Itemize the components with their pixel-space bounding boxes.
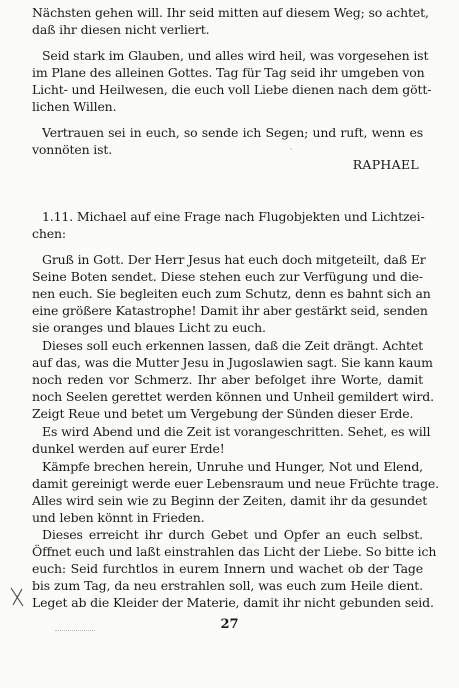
- text-line: Licht- und Heilwesen, die euch voll Liebe dienen nach dem gött-: [32, 82, 432, 97]
- text-line: Alles wird sein wie zu Beginn der Zeiten, damit ihr da gesundet: [32, 493, 428, 508]
- text-line: Kämpfe brechen herein, Unruhe und Hunger, Not und Elend,: [42, 459, 423, 474]
- text-line: lichen Willen.: [32, 99, 117, 114]
- pencil-tick-mark: ·: [290, 145, 293, 154]
- text-line: euch: Seid furchtlos in eurem Innern und wachet ob der Tage: [32, 561, 423, 576]
- text-line: Seine Boten sendet. Diese stehen euch zur Verfügung und die-: [32, 269, 423, 284]
- section-heading-line: chen:: [32, 226, 66, 241]
- pencil-x-mark-icon: [9, 586, 25, 612]
- text-line: Es wird Abend und die Zeit ist vorangeschritten. Sehet, es will: [42, 424, 431, 439]
- faint-pencil-scribble: [55, 630, 95, 633]
- text-line: dunkel werden auf eurer Erde!: [32, 441, 225, 456]
- page-number: 27: [220, 617, 239, 632]
- text-line: Vertrauen sei in euch, so sende ich Segen; und ruft, wenn es: [42, 125, 423, 140]
- text-line: Öffnet euch und laßt einstrahlen das Licht der Liebe. So bitte ich: [32, 544, 437, 559]
- text-line: Dieses erreicht ihr durch Gebet und Opfer an euch selbst.: [42, 527, 423, 542]
- text-line: Leget ab die Kleider der Materie, damit ihr nicht gebunden seid.: [32, 595, 434, 610]
- text-line: noch reden vor Schmerz. Ihr aber befolget ihre Worte, damit: [32, 372, 423, 387]
- text-line: Nächsten gehen will. Ihr seid mitten auf diesem Weg; so achtet,: [32, 5, 429, 20]
- text-line: damit gereinigt werde euer Lebensraum und neue Früchte trage.: [32, 476, 439, 491]
- text-line: eine größere Katastrophe! Damit ihr aber gestärkt seid, senden: [32, 303, 428, 318]
- text-line: nen euch. Sie begleiten euch zum Schutz, denn es bahnt sich an: [32, 286, 431, 301]
- text-line: vonnöten ist.: [32, 142, 113, 157]
- section-heading-line: 1.11. Michael auf eine Frage nach Flugobjekten und Lichtzei-: [42, 209, 425, 224]
- text-line: und leben könnt in Frieden.: [32, 510, 205, 525]
- text-line: noch Seelen gerettet werden können und Unheil gemildert wird.: [32, 389, 434, 404]
- text-line: daß ihr diesen nicht verliert.: [32, 22, 210, 37]
- text-line: Zeigt Reue und betet um Vergebung der Sünden dieser Erde.: [32, 406, 414, 421]
- text-line: Dieses soll euch erkennen lassen, daß die Zeit drängt. Achtet: [42, 338, 423, 353]
- text-line: sie oranges und blaues Licht zu euch.: [32, 320, 266, 335]
- text-line: im Plane des alleinen Gottes. Tag für Tag seid ihr umgeben von: [32, 65, 425, 80]
- text-line: Gruß in Gott. Der Herr Jesus hat euch doch mitgeteilt, daß Er: [42, 252, 426, 267]
- text-line: auf das, was die Mutter Jesu in Jugoslawien sagt. Sie kann kaum: [32, 355, 433, 370]
- signature-raphael: RAPHAEL: [352, 157, 419, 172]
- text-line: bis zum Tag, da neu erstrahlen soll, was euch zum Heile dient.: [32, 578, 423, 593]
- text-line: Seid stark im Glauben, und alles wird heil, was vorgesehen ist: [42, 48, 429, 63]
